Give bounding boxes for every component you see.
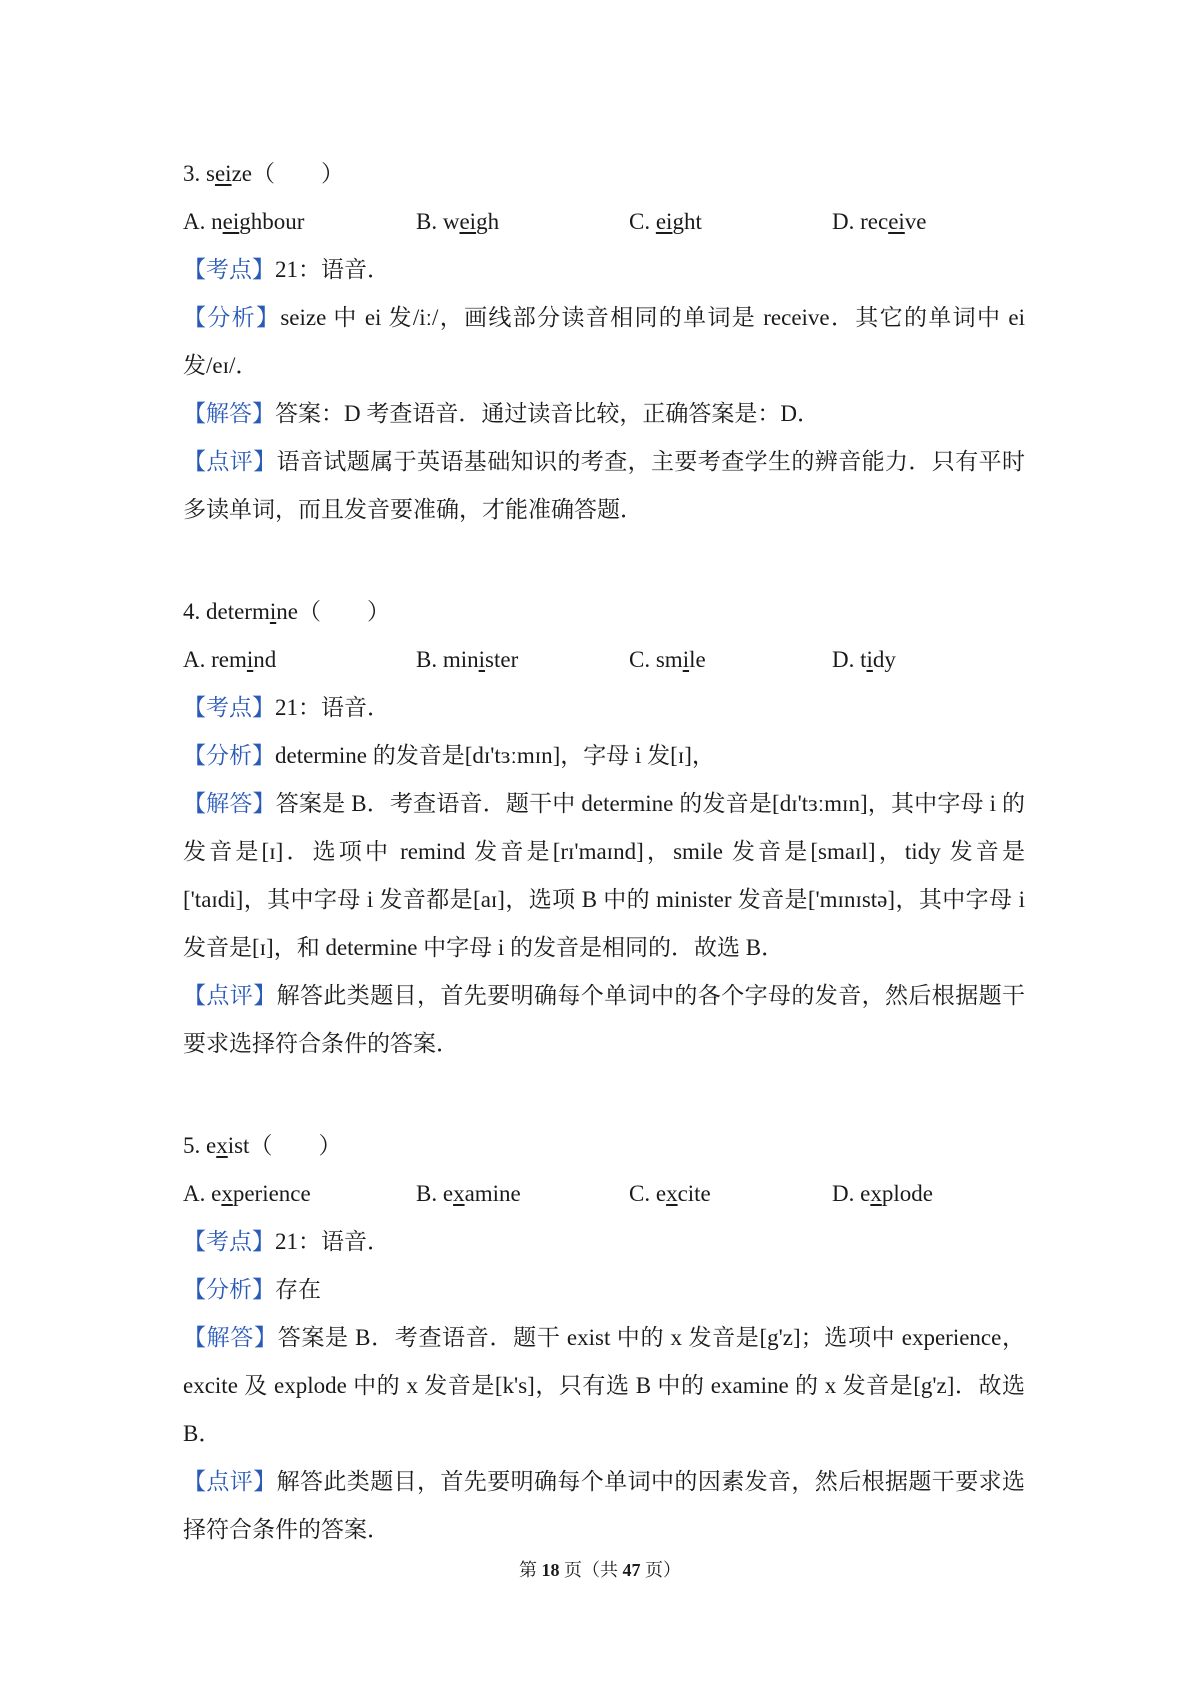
question-5 bbox=[183, 1122, 1025, 1554]
fenxi-section bbox=[183, 1266, 1025, 1314]
option-c: C. excite bbox=[629, 1181, 711, 1206]
option-d: D. tidy bbox=[832, 647, 896, 672]
fenxi-text: 存在 bbox=[275, 1277, 321, 1302]
option-b: B. minister bbox=[416, 647, 519, 672]
option-a: A. remind bbox=[183, 647, 277, 672]
kaodian-section bbox=[183, 246, 1025, 294]
option-d: D. receive bbox=[832, 209, 927, 234]
total-page-count: 47 bbox=[622, 1560, 641, 1580]
option-c: C. smile bbox=[629, 647, 706, 672]
fenxi-tag: 【分析】 bbox=[183, 1277, 275, 1302]
kaodian-section bbox=[183, 1218, 1025, 1266]
kaodian-tag: 【考点】 bbox=[183, 257, 275, 282]
kaodian-text: 21：语音． bbox=[275, 257, 390, 282]
dianping-text: 语音试题属于英语基础知识的考查，主要考查学生的辨音能力．只有平时多读单词，而且发音要准确，才能准确答题． bbox=[183, 449, 1026, 522]
jieda-tag: 【解答】 bbox=[183, 1325, 278, 1350]
kaodian-tag: 【考点】 bbox=[183, 695, 275, 720]
page-content bbox=[183, 150, 1025, 1608]
current-page-number: 18 bbox=[541, 1560, 560, 1580]
option-a: A. experience bbox=[183, 1181, 311, 1206]
kaodian-text: 21：语音． bbox=[275, 1229, 390, 1254]
jieda-section bbox=[183, 780, 1025, 972]
options-row bbox=[183, 636, 1025, 684]
options-row bbox=[183, 1170, 1025, 1218]
jieda-text: 答案：D 考查语音．通过读音比较，正确答案是：D． bbox=[275, 401, 820, 426]
fenxi-section bbox=[183, 732, 1025, 780]
options-row bbox=[183, 198, 1025, 246]
jieda-text: 答案是 B．考查语音．题干 exist 中的 x 发音是[g'z]；选项中 experience，excite 及 explode 中的 x 发音是[k's]，只有选 B 中的 examine 的 x 发音是[g'z]．故选 B． bbox=[183, 1325, 1026, 1446]
jieda-text: 答案是 B．考查语音．题干中 determine 的发音是[dɪ'tɜːmɪn]，其中字母 i 的发音是[ɪ]．选项中 remind 发音是[rɪ'maɪnd]，smile 发音是[smaɪl]，tidy 发音是['taɪdi]，其中字母 i 发音都是[aɪ]，选项 B 中的 minister 发音是['mɪnɪstə]，其中字母 i 发音是[ɪ]，和 determine 中字母 i 的发音是相同的．故选 B． bbox=[183, 791, 1025, 960]
question-stem: 3. seize（ ） bbox=[183, 161, 344, 186]
dianping-section bbox=[183, 972, 1025, 1068]
kaodian-section bbox=[183, 684, 1025, 732]
fenxi-tag: 【分析】 bbox=[183, 743, 275, 768]
jieda-section bbox=[183, 390, 1025, 438]
question-stem: 5. exist（ ） bbox=[183, 1133, 342, 1158]
jieda-section bbox=[183, 1314, 1025, 1458]
question-stem: 4. determine（ ） bbox=[183, 599, 390, 624]
option-b: B. examine bbox=[416, 1181, 521, 1206]
option-b: B. weigh bbox=[416, 209, 500, 234]
dianping-tag: 【点评】 bbox=[183, 1469, 277, 1494]
dianping-text: 解答此类题目，首先要明确每个单词中的因素发音，然后根据题干要求选择符合条件的答案． bbox=[183, 1469, 1026, 1542]
option-d: D. explode bbox=[832, 1181, 933, 1206]
dianping-text: 解答此类题目，首先要明确每个单词中的各个字母的发音，然后根据题干要求选择符合条件的答案． bbox=[183, 983, 1026, 1056]
fenxi-section bbox=[183, 294, 1025, 390]
jieda-tag: 【解答】 bbox=[183, 401, 275, 426]
dianping-tag: 【点评】 bbox=[183, 449, 277, 474]
jieda-tag: 【解答】 bbox=[183, 791, 276, 816]
dianping-tag: 【点评】 bbox=[183, 983, 277, 1008]
fenxi-text: seize 中 ei 发/iː/，画线部分读音相同的单词是 receive．其它的单词中 ei 发/eɪ/． bbox=[183, 305, 1026, 378]
fenxi-text: determine 的发音是[dɪ'tɜːmɪn]，字母 i 发[ɪ]， bbox=[275, 743, 715, 768]
page-footer: 第 18 页（共 47 页） bbox=[519, 1560, 681, 1580]
dianping-section bbox=[183, 438, 1025, 534]
kaodian-tag: 【考点】 bbox=[183, 1229, 275, 1254]
question-3 bbox=[183, 150, 1025, 534]
fenxi-tag: 【分析】 bbox=[183, 305, 281, 330]
kaodian-text: 21：语音． bbox=[275, 695, 390, 720]
option-a: A. neighbour bbox=[183, 209, 305, 234]
question-4 bbox=[183, 588, 1025, 1068]
dianping-section bbox=[183, 1458, 1025, 1554]
option-c: C. eight bbox=[629, 209, 702, 234]
